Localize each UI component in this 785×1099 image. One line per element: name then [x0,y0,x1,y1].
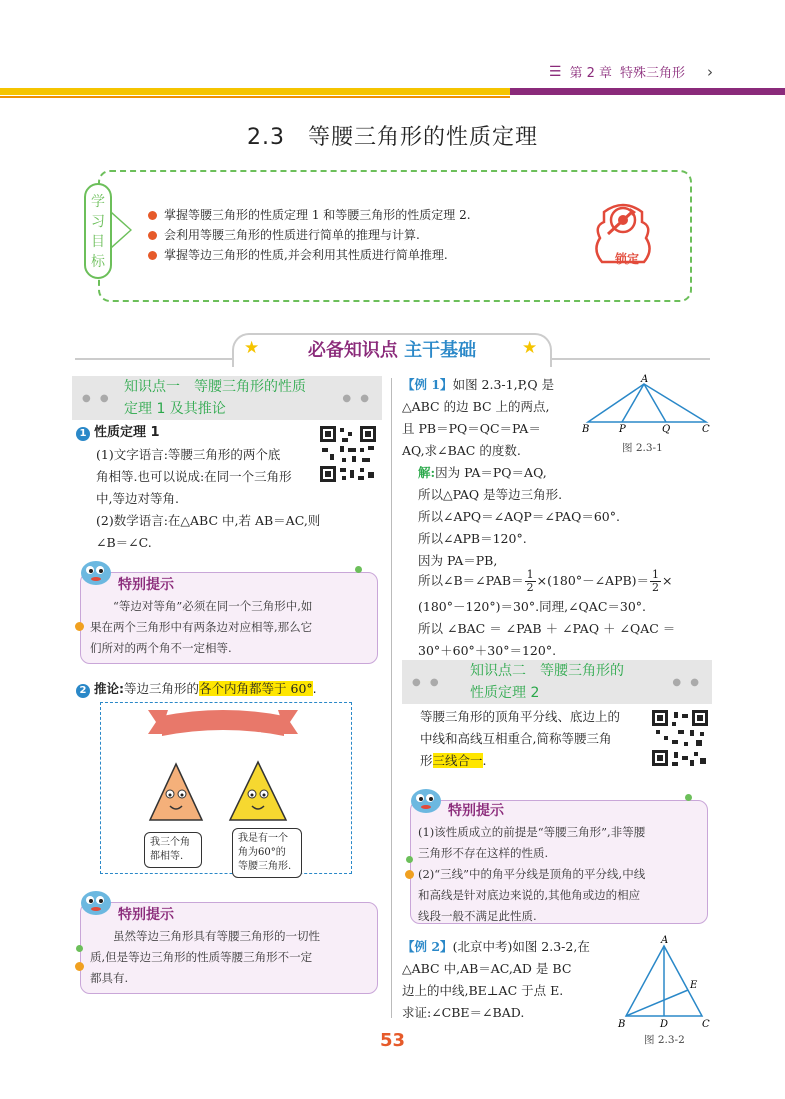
corollary [76,678,317,700]
text-line: 虽然等边三角形具有等腰三角形的一切性 [113,929,320,943]
text-part: × [662,573,673,588]
chapter-title: 特殊三角形 [619,66,685,81]
dots-decoration: ● ● [342,393,372,404]
property-1-title: 性质定理 1 [94,425,160,440]
mascot-icon [76,886,116,918]
text-line: (北京中考)如图 2.3-2,在 [452,939,590,954]
k2-text [420,706,648,772]
label-B: B [582,424,590,434]
text-line: 所以 ∠BAC ＝ ∠PAB ＋ ∠PAQ ＋ ∠QAC ＝ [418,621,676,636]
chapter-number: 第 2 章 [569,66,612,81]
text-line: 三角形不存在这样的性质. [418,846,549,860]
denominator: 2 [652,581,660,594]
triangle-characters [148,760,318,830]
text-line: 都相等. [150,851,184,862]
example-1-solution [418,462,708,572]
tip-body [90,596,372,659]
star-icon: ★ [522,338,538,358]
fraction-line [418,568,718,594]
text-line: “等边对等角”必须在同一个三角形中,如 [113,599,313,613]
label-P: P [619,424,626,434]
dot-decoration [685,794,692,801]
chevron-right-icon[interactable]: › [707,62,713,81]
k1-title-line1: 知识点一 等腰三角形的性质 [124,379,306,395]
text-line: 求证:∠CBE＝∠BAD. [402,1005,525,1020]
text-line: 因为 PA＝PQ＝AQ, [435,465,547,480]
goal-item: 会利用等腰三角形的性质进行简单的推理与计算. [148,225,578,245]
section-title: 2.3 等腰三角形的性质定理 [247,125,538,150]
label-Q: Q [662,424,671,434]
example-label: 【例 2】 [402,939,453,954]
text-line: 和高线是针对底边来说的,其他角或边的相应 [418,888,641,902]
label-A: A [641,374,649,385]
banner-part2: 主干基础 [404,340,477,361]
header-bar-purple [510,88,785,95]
text-line: 因为 PA＝PB, [418,553,498,568]
text-line: 30°＋60°＋30°＝120°. [418,643,557,658]
speech-bubble [232,828,302,878]
text-line: 果在两个三角形中有两条边对应相等,那么它 [90,620,313,634]
text-line: 都具有. [90,971,129,985]
dot-decoration [406,856,413,863]
number-badge: 1 [76,427,90,441]
fraction [525,569,536,594]
text-line: 边上的中线,BE⊥AC 于点 E. [402,983,564,998]
text-line: 所以△PAQ 是等边三角形. [418,487,563,502]
tip-title: 特别提示 [448,803,504,819]
example-label: 【例 1】 [402,377,453,392]
number-badge: 2 [76,684,90,698]
text-line: 角相等.也可以说成:在同一个三角形 [96,469,292,484]
text-line: (2)“三线”中的角平分线是顶角的平分线,中线 [418,867,646,881]
text-line: 所以∠APQ＝∠AQP＝∠PAQ＝60°. [418,509,620,524]
text-part: 所以∠B＝∠PAB＝ [418,573,524,588]
tip-title: 特别提示 [118,577,174,593]
text-line: 质,但是等边三角形的性质等腰三角形不一定 [90,950,313,964]
goal-item: 掌握等边三角形的性质,并会利用其性质进行简单推理. [148,245,578,265]
label-C: C [702,1019,710,1030]
text-line: 角为60°的 [238,847,286,858]
page-number: 53 [379,1030,406,1051]
lock-label: 锁定 [614,252,639,266]
highlight: 三线合一 [432,753,483,768]
example-1-problem [402,374,582,462]
label-E: E [690,980,698,991]
text-part: . [482,753,487,768]
text-line: AQ,求∠BAC 的度数. [402,443,521,458]
k2-title-line2: 性质定理 2 [470,685,540,701]
property-1-text [96,444,336,510]
numerator: 1 [526,568,534,581]
dots-decoration: ● ● [82,393,112,404]
k1-title-line2: 定理 1 及其推论 [124,401,226,417]
text-line: 线段一般不满足此性质. [418,909,537,923]
goals-tab [84,183,112,279]
property-1-heading [76,422,160,444]
figure-2-3-2 [616,934,716,1030]
banner-part1: 必备知识点 [307,340,398,361]
numerator: 1 [652,568,660,581]
text-line: (2)数学语言:在△ABC 中,若 AB＝AC,则 [96,513,321,528]
dots-decoration: ● ● [412,677,442,688]
text-line: 我是有一个 [238,833,288,844]
solution-label: 解: [418,465,436,480]
mascot-icon [406,784,446,816]
dot-decoration [355,566,362,573]
knowledge-point-2-header [402,660,712,704]
text-part: 形 [420,753,433,768]
tip-body [418,822,702,927]
text-line: 我三个角 [150,837,190,848]
text-line: 中线和高线互相重合,简称等腰三角 [420,731,612,746]
text-line: (180°－120°)＝30°.同理,∠QAC＝30°. [418,599,647,614]
goals-list [148,205,578,265]
example-2-problem [402,936,620,1024]
goals-tab-label: 学习目标 [91,194,105,270]
header-bar-yellow [0,88,510,95]
text-line: 且 PB＝PQ＝QC＝PA＝ [402,421,541,436]
dots-decoration: ● ● [672,677,702,688]
corollary-label: 推论: [94,681,124,696]
list-icon: ☰ [548,63,562,80]
speech-bubble [144,832,202,868]
column-divider [391,378,392,1018]
corollary-highlight: 各个内角都等于 60° [199,681,313,696]
text-line: 如图 2.3-1,P,Q 是 [452,377,555,392]
text-line: ∠B＝∠C. [96,535,152,550]
ribbon-label: 寻找等边三角形 [184,731,262,744]
text-line: 等腰三角形的顶角平分线、底边上的 [420,709,621,724]
dot-decoration [405,870,414,879]
dot-decoration [75,962,84,971]
label-A: A [661,935,669,946]
qr-code[interactable] [318,424,378,484]
dot-decoration [76,945,83,952]
denominator: 2 [526,581,534,594]
corollary-text: 等边三角形的 [124,681,200,696]
mascot-icon [76,556,116,588]
tip-body [90,926,372,989]
text-line: 们所对的两个角不一定相等. [90,641,232,655]
text-part: ×(180°－∠APB)＝ [536,573,650,588]
fraction [650,569,661,594]
text-line: △ABC 的边 BC 上的两点, [402,399,550,414]
chapter-nav[interactable] [549,62,713,81]
knowledge-point-1-header [72,376,382,420]
star-icon: ★ [244,338,260,358]
goals-arrow-inner [112,214,130,246]
qr-code[interactable] [650,708,710,768]
figure-caption: 图 2.3-2 [644,1034,685,1046]
label-B: B [618,1019,626,1030]
text-line: (1)文字语言:等腰三角形的两个底 [96,447,281,462]
text-line: (1)该性质成立的前提是“等腰三角形”,非等腰 [418,825,646,839]
figure-caption: 图 2.3-1 [622,442,663,454]
text-line: 所以∠APB＝120°. [418,531,527,546]
banner-title [232,336,552,362]
k2-title-line1: 知识点二 等腰三角形的 [470,663,624,679]
goal-item: 掌握等腰三角形的性质定理 1 和等腰三角形的性质定理 2. [148,205,578,225]
text-line: 等腰三角形. [238,861,292,872]
header-bar-orange [0,96,510,98]
tip-title: 特别提示 [118,907,174,923]
corollary-end: . [312,681,317,696]
label-C: C [702,424,710,434]
text-line: △ABC 中,AB＝AC,AD 是 BC [402,961,572,976]
figure-2-3-1 [582,372,714,434]
text-line: 中,等边对等角. [96,491,179,506]
dot-decoration [75,622,84,631]
property-1-math [96,510,382,554]
example-1-conclusion [418,596,718,662]
label-D: D [660,1019,669,1030]
